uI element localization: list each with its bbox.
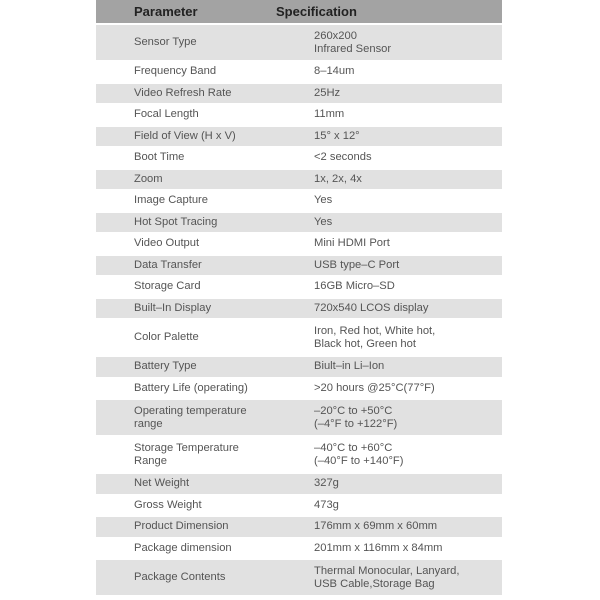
parameter-text: Color Palette: [134, 331, 199, 343]
parameter-text: Frequency Band: [134, 65, 217, 78]
specification-text: Thermal Monocular, Lanyard,: [314, 564, 460, 577]
specification-text: (–4°F to +122°F): [314, 417, 398, 430]
parameter-cell: [96, 151, 314, 164]
parameter-text: Data Transfer: [134, 258, 202, 271]
specification-cell: [314, 442, 502, 468]
parameter-text: Hot Spot Tracing: [134, 215, 218, 228]
specification-cell: [314, 542, 502, 555]
parameter-cell: [96, 331, 314, 344]
specification-text: 260x200: [314, 29, 357, 42]
specification-text: 201mm x 116mm x 84mm: [314, 541, 443, 554]
parameter-text: Range: [134, 454, 167, 467]
table-row: [96, 496, 502, 516]
table-row: [96, 517, 502, 537]
parameter-text: Image Capture: [134, 194, 209, 207]
parameter-cell: [96, 499, 314, 512]
specification-text: (–40°F to +140°F): [314, 454, 404, 467]
parameter-cell: [96, 237, 314, 250]
specification-text: –20°C to +50°C: [314, 404, 393, 417]
header-specification: Specification: [276, 4, 357, 19]
specification-cell: [314, 130, 502, 143]
parameter-cell: [96, 405, 314, 431]
specification-cell: [314, 108, 502, 121]
specification-text: Iron, Red hot, White hot,: [314, 324, 436, 337]
specification-cell: [314, 520, 502, 533]
parameter-cell: [96, 173, 314, 186]
parameter-text: Storage Card: [134, 280, 201, 293]
parameter-text: Storage Temperature: [134, 441, 239, 454]
table-row: [96, 437, 502, 472]
specification-text: 15° x 12°: [314, 129, 360, 142]
specification-cell: [314, 280, 502, 293]
parameter-cell: [96, 65, 314, 78]
specification-cell: [314, 216, 502, 229]
parameter-cell: [96, 442, 314, 468]
parameter-cell: [96, 520, 314, 533]
parameter-cell: [96, 360, 314, 373]
parameter-cell: [96, 87, 314, 100]
specification-text: USB type–C Port: [314, 258, 400, 271]
table-row: [96, 191, 502, 211]
table-row: [96, 234, 502, 254]
parameter-text: Package dimension: [134, 541, 232, 554]
specification-text: 473g: [314, 498, 339, 511]
spec-table: [96, 0, 502, 597]
table-row: [96, 127, 502, 147]
parameter-text: Product Dimension: [134, 520, 229, 533]
specification-text: –40°C to +60°C: [314, 441, 393, 454]
specification-text: >20 hours @25°C(77°F): [314, 381, 435, 394]
table-row: [96, 560, 502, 595]
table-row: [96, 357, 502, 377]
parameter-text: Battery Type: [134, 360, 197, 373]
parameter-text: Focal Length: [134, 108, 199, 121]
specification-cell: [314, 237, 502, 250]
table-row: [96, 379, 502, 399]
parameter-cell: [96, 542, 314, 555]
specification-cell: [314, 259, 502, 272]
specification-text: 720x540 LCOS display: [314, 301, 429, 314]
specification-text: Infrared Sensor: [314, 42, 392, 55]
table-row: [96, 148, 502, 168]
specification-cell: [314, 405, 502, 431]
specification-text: Black hot, Green hot: [314, 337, 416, 350]
specification-text: 16GB Micro–SD: [314, 280, 395, 293]
table-row: [96, 277, 502, 297]
parameter-cell: [96, 280, 314, 293]
header-parameter: Parameter: [134, 4, 198, 19]
specification-text: 25Hz: [314, 86, 341, 99]
specification-cell: [314, 477, 502, 490]
parameter-text: Package Contents: [134, 571, 226, 583]
table-row: [96, 84, 502, 104]
table-row: [96, 170, 502, 190]
table-row: [96, 105, 502, 125]
parameter-cell: [96, 382, 314, 395]
table-row: [96, 62, 502, 82]
table-body: [96, 25, 502, 595]
parameter-cell: [96, 194, 314, 207]
specification-cell: [314, 65, 502, 78]
parameter-text: Boot Time: [134, 151, 185, 164]
specification-cell: [314, 499, 502, 512]
parameter-text: Operating temperature: [134, 404, 247, 417]
specification-text: Biult–in Li–Ion: [314, 360, 385, 373]
specification-text: Mini HDMI Port: [314, 237, 390, 250]
parameter-text: Field of View (H x V): [134, 129, 236, 142]
parameter-cell: [96, 108, 314, 121]
specification-cell: [314, 565, 502, 591]
specification-cell: [314, 360, 502, 373]
parameter-cell: [96, 477, 314, 490]
parameter-text: Battery Life (operating): [134, 381, 248, 394]
specification-cell: [314, 30, 502, 56]
parameter-cell: [96, 130, 314, 143]
table-row: [96, 213, 502, 233]
parameter-cell: [96, 36, 314, 49]
parameter-cell: [96, 259, 314, 272]
parameter-text: Video Refresh Rate: [134, 86, 232, 99]
specification-cell: [314, 194, 502, 207]
specification-text: 8–14um: [314, 65, 355, 78]
parameter-text: Sensor Type: [134, 36, 197, 48]
specification-text: 11mm: [314, 108, 345, 121]
specification-cell: [314, 382, 502, 395]
parameter-text: Zoom: [134, 172, 163, 185]
specification-text: Yes: [314, 194, 333, 207]
table-row: [96, 25, 502, 60]
specification-text: <2 seconds: [314, 151, 372, 164]
parameter-cell: [96, 571, 314, 584]
specification-cell: [314, 151, 502, 164]
parameter-text: Video Output: [134, 237, 200, 250]
table-row: [96, 474, 502, 494]
parameter-text: Gross Weight: [134, 498, 202, 511]
parameter-cell: [96, 216, 314, 229]
specification-cell: [314, 173, 502, 186]
specification-cell: [314, 302, 502, 315]
specification-text: 1x, 2x, 4x: [314, 172, 362, 185]
table-row: [96, 400, 502, 435]
parameter-cell: [96, 302, 314, 315]
specification-text: 327g: [314, 477, 339, 490]
specification-text: USB Cable,Storage Bag: [314, 577, 435, 590]
parameter-text: Net Weight: [134, 477, 190, 490]
parameter-text: Built–In Display: [134, 301, 212, 314]
parameter-text: range: [134, 417, 163, 430]
table-row: [96, 320, 502, 355]
specification-text: Yes: [314, 215, 333, 228]
table-row: [96, 539, 502, 559]
table-row: [96, 299, 502, 319]
specification-cell: [314, 325, 502, 351]
specification-text: 176mm x 69mm x 60mm: [314, 520, 438, 533]
table-row: [96, 256, 502, 276]
specification-cell: [314, 87, 502, 100]
table-header: [96, 0, 502, 23]
